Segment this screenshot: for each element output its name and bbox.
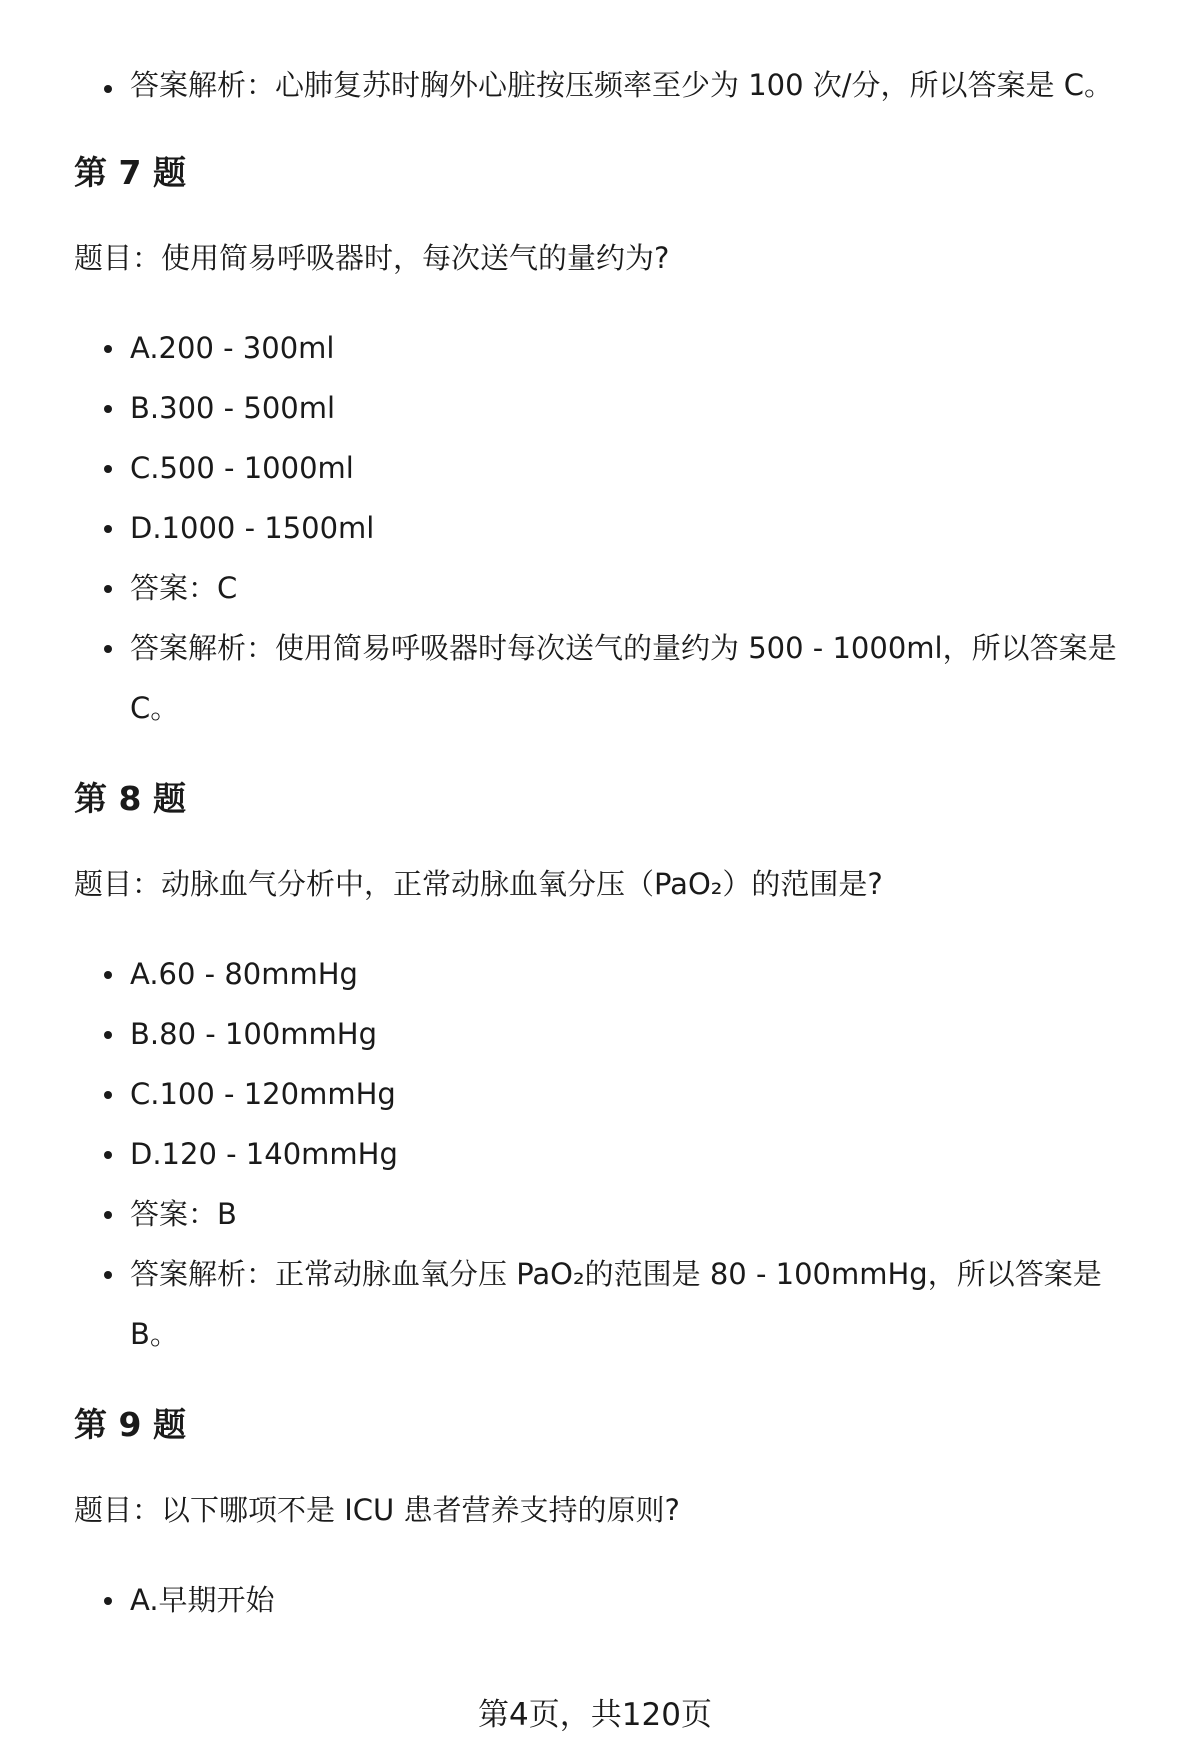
page-footer: 第4页，共120页 xyxy=(478,1697,712,1733)
question-8-text: 题目：动脉血气分析中，正常动脉血氧分压（PaO₂）的范围是? xyxy=(74,867,883,901)
question-9-options xyxy=(74,1570,1134,1630)
option-b: B.80 - 100mmHg xyxy=(74,1004,1134,1064)
question-7-heading: 第 7 题 xyxy=(74,153,186,192)
option-d: D.1000 - 1500ml xyxy=(74,498,1134,558)
answer: 答案：B xyxy=(74,1184,1134,1244)
question-8 xyxy=(74,764,1134,1364)
option-a: A.60 - 80mmHg xyxy=(74,944,1134,1004)
question-7-options xyxy=(74,318,1134,738)
explanation: 答案解析：使用简易呼吸器时每次送气的量约为 500 - 1000ml，所以答案是 C。 xyxy=(74,618,1134,738)
option-c: C.100 - 120mmHg xyxy=(74,1064,1134,1124)
option-c: C.500 - 1000ml xyxy=(74,438,1134,498)
option-d: D.120 - 140mmHg xyxy=(74,1124,1134,1184)
option-a: A.200 - 300ml xyxy=(74,318,1134,378)
question-8-options xyxy=(74,944,1134,1364)
question-7-text: 题目：使用简易呼吸器时，每次送气的量约为? xyxy=(74,241,670,275)
q6-tail-list xyxy=(74,58,1134,112)
page-content xyxy=(74,58,1134,1630)
q6-explanation: 答案解析：心肺复苏时胸外心脏按压频率至少为 100 次/分，所以答案是 C。 xyxy=(74,58,1134,112)
question-9-text: 题目：以下哪项不是 ICU 患者营养支持的原则? xyxy=(74,1493,680,1527)
option-a: A.早期开始 xyxy=(74,1570,1134,1630)
explanation: 答案解析：正常动脉血氧分压 PaO₂的范围是 80 - 100mmHg，所以答案是 B。 xyxy=(74,1244,1134,1364)
question-9 xyxy=(74,1390,1134,1630)
question-8-heading: 第 8 题 xyxy=(74,779,186,818)
question-7 xyxy=(74,138,1134,738)
option-b: B.300 - 500ml xyxy=(74,378,1134,438)
answer: 答案：C xyxy=(74,558,1134,618)
question-9-heading: 第 9 题 xyxy=(74,1405,186,1444)
